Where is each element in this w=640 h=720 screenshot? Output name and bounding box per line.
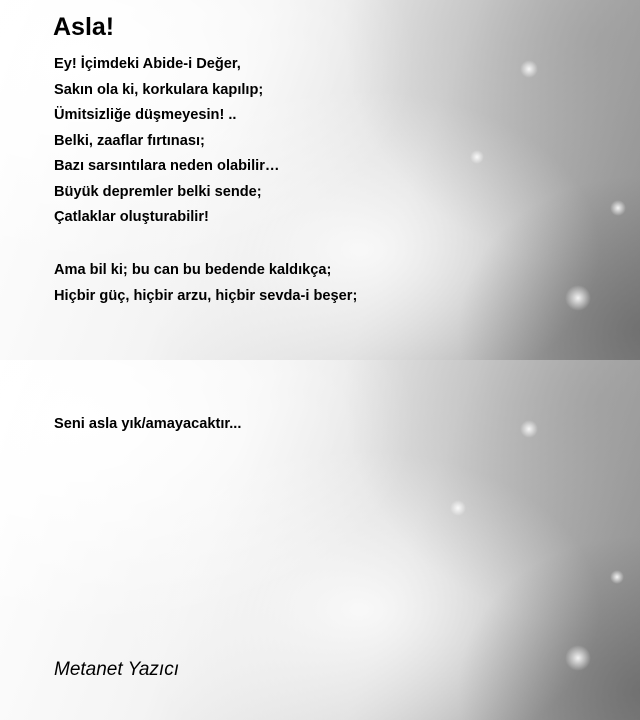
poem-closing-line: Seni asla yık/amayacaktır... <box>54 416 242 432</box>
poem-line: Büyük depremler belki sende; <box>54 183 262 200</box>
poem-stanza-2 <box>54 258 357 309</box>
sparkle-decoration <box>610 200 626 216</box>
poem-line: Ey! İçimdeki Abide-i Değer, <box>54 56 241 72</box>
sparkle-decoration <box>565 285 591 311</box>
poem-line: Çatlaklar oluşturabilir! <box>54 209 209 225</box>
sparkle-decoration <box>470 150 484 164</box>
poem-line: Hiçbir güç, hiçbir arzu, hiçbir sevda-i beşer; <box>54 287 358 304</box>
poem-card-bottom <box>0 360 640 720</box>
poem-title: Asla! <box>53 13 115 41</box>
poem-line: Belki, zaaflar fırtınası; <box>54 132 205 149</box>
poem-stanza-1 <box>54 52 279 231</box>
poem-line: Bazı sarsıntılara neden olabilir… <box>54 158 280 174</box>
sparkle-decoration <box>610 570 624 584</box>
poem-line: Ama bil ki; bu can bu bedende kaldıkça; <box>54 262 332 278</box>
sparkle-decoration <box>520 60 538 78</box>
poem-line: Ümitsizliğe düşmeyesin! .. <box>54 107 237 123</box>
sparkle-decoration <box>565 645 591 671</box>
poem-author: Metanet Yazıcı <box>54 659 179 680</box>
sparkle-decoration <box>450 500 466 516</box>
sparkle-decoration <box>520 420 538 438</box>
poem-line: Sakın ola ki, korkulara kapılıp; <box>54 81 264 98</box>
